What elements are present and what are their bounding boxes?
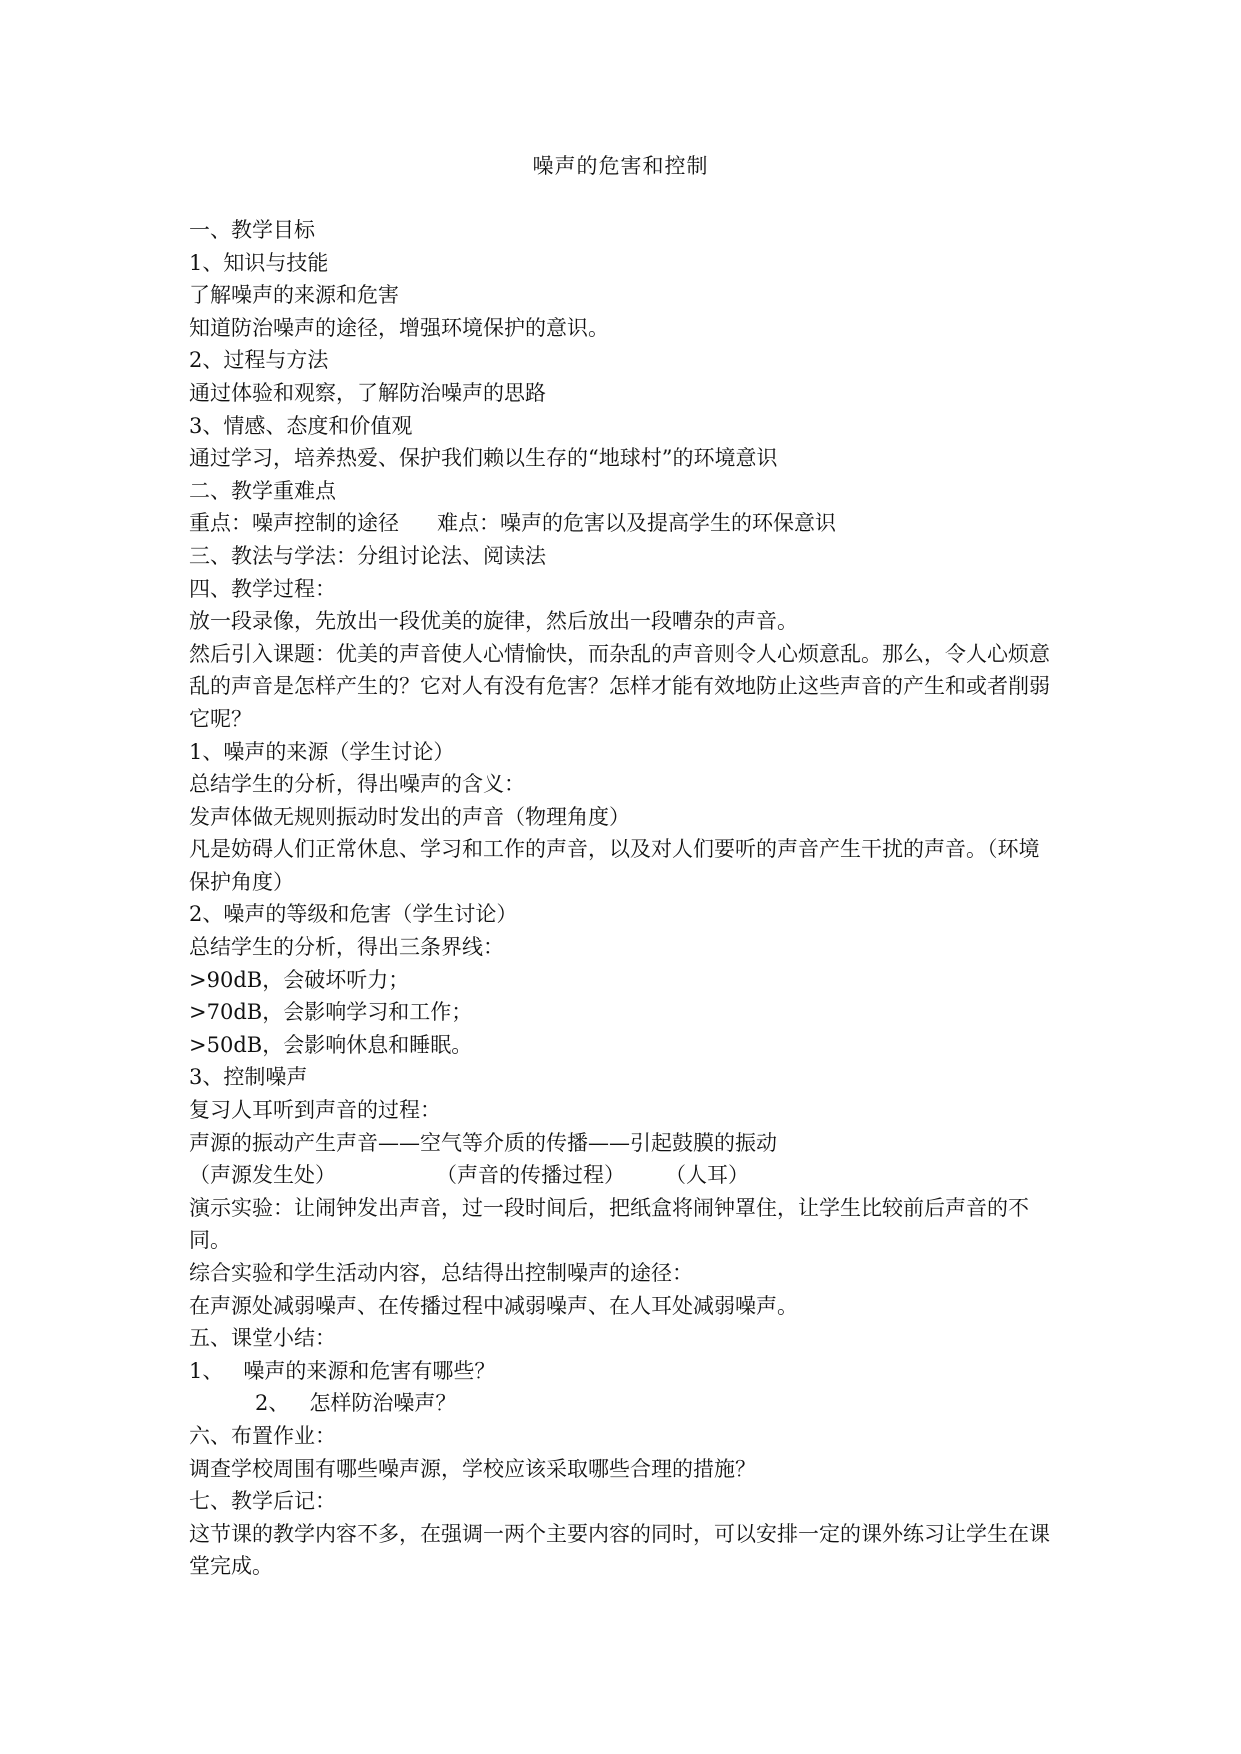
- text-line: 通过体验和观察，了解防治噪声的思路: [189, 380, 546, 405]
- demo-paragraph: 演示实验：让闹钟发出声音，过一段时间后，把纸盒将闹钟罩住，让学生比较前后声音的不同。: [189, 1195, 1029, 1253]
- summary-item-number: 2、: [255, 1391, 290, 1416]
- summary-item: [189, 1387, 1059, 1420]
- noise-level-item: >70dB，会影响学习和工作；: [189, 1000, 473, 1025]
- summary-item-text: 怎样防治噪声？: [309, 1391, 457, 1416]
- section-heading-process: 四、教学过程：: [189, 576, 336, 601]
- section-heading-summary: 五、课堂小结：: [189, 1326, 336, 1351]
- text-line: 了解噪声的来源和危害: [189, 283, 399, 308]
- key-points-line: [189, 507, 1059, 540]
- label-source: （声源发生处）: [189, 1163, 336, 1188]
- text-line: 复习人耳听到声音的过程：: [189, 1098, 441, 1123]
- subheading-knowledge-skills: 1、知识与技能: [189, 250, 329, 275]
- sound-path-labels: [189, 1159, 1059, 1192]
- definition-paragraph: 凡是妨碍人们正常休息、学习和工作的声音，以及对人们要听的声音产生干扰的声音。（环境保护角度）: [189, 837, 1040, 894]
- document-body: [189, 214, 1059, 1583]
- noise-level-item: >50dB，会影响休息和睡眠。: [189, 1032, 473, 1057]
- key-point-text: 重点：噪声控制的途径: [189, 511, 399, 536]
- text-line: 调查学校周围有哪些噪声源，学校应该采取哪些合理的措施？: [189, 1456, 756, 1481]
- summary-item-number: 1、: [189, 1358, 224, 1383]
- subheading-attitude-values: 3、情感、态度和价值观: [189, 413, 413, 438]
- summary-item-text: 噪声的来源和危害有哪些？: [243, 1358, 496, 1383]
- label-ear: （人耳）: [665, 1163, 749, 1188]
- subheading-noise-source: 1、噪声的来源（学生讨论）: [189, 739, 455, 764]
- text-line: 声源的振动产生声音——空气等介质的传播——引起鼓膜的振动: [189, 1130, 777, 1155]
- section-heading-key-points: 二、教学重难点: [189, 478, 336, 503]
- section-heading-homework: 六、布置作业：: [189, 1423, 336, 1448]
- intro-paragraph: 然后引入课题：优美的声音使人心情愉快，而杂乱的声音则令人心烦意乱。那么，令人心烦意乱的声音是怎样产生的？它对人有没有危害？怎样才能有效地防止这些声音的产生和或者削弱它呢？: [189, 641, 1050, 731]
- section-heading-methods: 三、教法与学法：分组讨论法、阅读法: [189, 543, 546, 568]
- document-title: 噪声的危害和控制: [532, 154, 709, 178]
- section-heading-objectives: 一、教学目标: [189, 218, 315, 242]
- reflection-paragraph: 这节课的教学内容不多，在强调一两个主要内容的同时，可以安排一定的课外练习让学生在课堂完成。: [189, 1521, 1050, 1579]
- noise-level-item: >90dB，会破坏听力；: [189, 967, 410, 992]
- text-line: 总结学生的分析，得出噪声的含义：: [189, 772, 525, 797]
- label-propagation: （声音的传播过程）: [436, 1163, 625, 1188]
- text-line: 综合实验和学生活动内容，总结得出控制噪声的途径：: [189, 1261, 693, 1285]
- subheading-process-method: 2、过程与方法: [189, 348, 329, 373]
- subheading-noise-control: 3、控制噪声: [189, 1065, 308, 1090]
- subheading-noise-levels: 2、噪声的等级和危害（学生讨论）: [189, 902, 518, 927]
- summary-item: [189, 1355, 1059, 1388]
- text-line: 知道防治噪声的途径，增强环境保护的意识。: [189, 315, 609, 340]
- text-line: 总结学生的分析，得出三条界线：: [189, 935, 504, 960]
- text-line: 通过学习，培养热爱、保护我们赖以生存的“地球村”的环境意识: [189, 446, 778, 471]
- difficult-point-text: 难点：噪声的危害以及提高学生的环保意识: [437, 511, 836, 536]
- text-line: 发声体做无规则振动时发出的声音（物理角度）: [189, 804, 630, 829]
- text-line: 在声源处减弱噪声、在传播过程中减弱噪声、在人耳处减弱噪声。: [189, 1293, 798, 1318]
- text-line: 放一段录像，先放出一段优美的旋律，然后放出一段嘈杂的声音。: [189, 609, 798, 634]
- section-heading-reflection: 七、教学后记：: [189, 1489, 336, 1514]
